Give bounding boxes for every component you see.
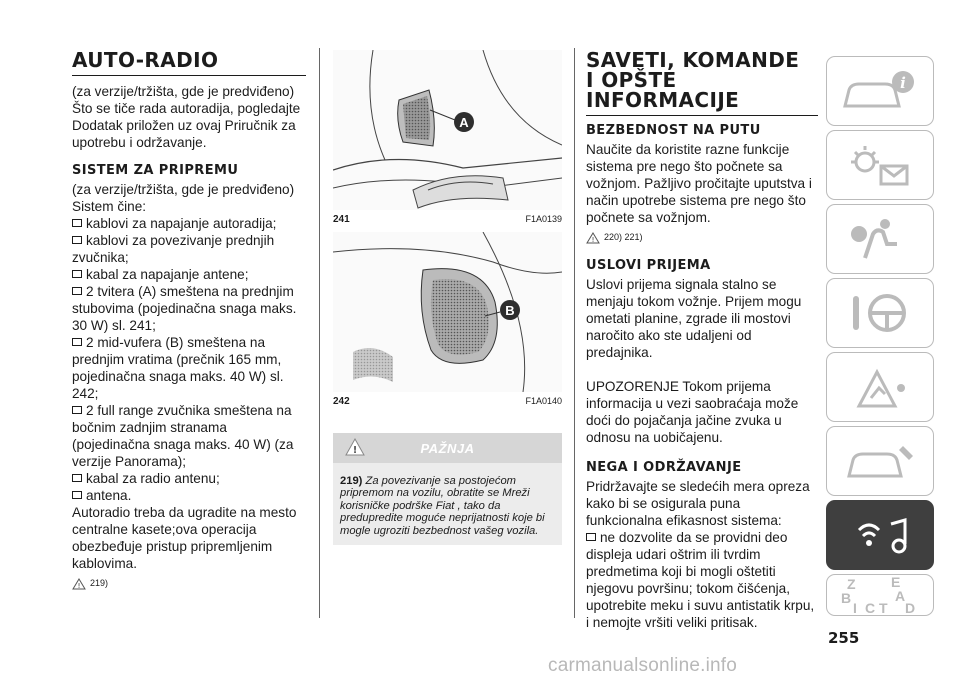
road-warning-icon (835, 362, 925, 412)
list-item: kablovi za napajanje autoradija; (72, 215, 306, 232)
warning-box-header (333, 433, 562, 463)
list-item: ne dozvolite da se providni deo displeja udari oštrim ili tvrdim predmetima koji bi mogli oštetiti njegovu površinu; tokom čišćenja, upotrebite meku i suvu antistatik krpu, i nemojte vršiti veliki pritisak. (586, 530, 815, 630)
list-item: antena. (72, 487, 306, 504)
airbag-seat-icon (835, 214, 925, 264)
bullet-icon (586, 533, 596, 541)
svg-text:A: A (459, 115, 469, 130)
bullet-icon (72, 406, 82, 414)
car-tools-icon (835, 436, 925, 486)
figure-number: 242 (333, 396, 350, 407)
warning-lights-icon (835, 140, 925, 190)
list-item: kablovi za povezivanje prednjih zvučnika; (72, 233, 275, 265)
warning-triangle-icon (345, 438, 365, 456)
svg-text:!: ! (591, 235, 595, 244)
intro-paragraph: (za verzije/tržišta, gde je predviđeno) Što se tiče rada autoradija, pogledajte Dodatak priložen uz ovaj Priručnik za upotrebu i održavanje. (72, 84, 301, 150)
warning-triangle-icon (72, 578, 86, 590)
svg-text:D: D (905, 600, 916, 615)
section-intro: (za verzije/tržišta, gde je predviđeno) (72, 182, 295, 197)
section-title-saveti: SAVETI, KOMANDE I OPŠTE INFORMACIJE (586, 50, 818, 116)
svg-text:!: ! (77, 581, 81, 590)
tab-airbag-seat[interactable] (826, 204, 934, 274)
footer-watermark: carmanualsonline.info (548, 655, 738, 676)
page-number: 255 (828, 629, 860, 647)
list-item: 2 mid-vufera (B) smeštena na prednjim vratima (prečnik 165 mm, pojedinačna snaga maks. 40 W) sl. 242; (72, 335, 284, 401)
multimedia-icon (835, 510, 925, 560)
bullet-icon (72, 236, 82, 244)
warning-triangle-icon (586, 232, 600, 244)
figure-241-caption (333, 214, 562, 225)
warning-reference[interactable]: ! 219) (72, 575, 306, 592)
warning-title: PAŽNJA (420, 440, 475, 456)
list-item: kabal za napajanje antene; (72, 266, 306, 283)
note-paragraph: UPOZORENJE Tokom prijema informacija u vezi saobraćaja može doći do pojačanja jačine zvuka u odnosu na uobičajenu. (586, 379, 799, 445)
figure-number: 241 (333, 214, 350, 225)
svg-text:A: A (895, 588, 906, 604)
figure-242-caption (333, 396, 562, 407)
bullet-icon (72, 270, 82, 278)
paragraph: Naučite da koristite razne funkcije sistema pre nego što počnete sa vožnjom. Pažljivo pročitajte uputstva i način upotrebe sistema pre nego što počnete sa vožnjom. (586, 142, 812, 225)
warning-text: Za povezivanje sa postojećom pripremom na vozilu, obratite se Mreži korisničke podrške Fiat , tako da predupredite moguće neprijatnosti koje bi mogle ugroziti bezbednost vašeg vozila. (340, 475, 545, 537)
paragraph: Pridržavajte se sledećih mera opreza kako bi se osigurala puna funkcionalna efikasnost sistema: (586, 479, 810, 528)
index-icon (835, 575, 925, 615)
warning-box-body (333, 463, 562, 545)
figure-code: F1A0139 (525, 214, 562, 224)
tab-steering-wheel[interactable] (826, 278, 934, 348)
svg-text:T: T (879, 600, 888, 615)
list-item: kabal za radio antenu; (72, 470, 306, 487)
tab-car-tools[interactable] (826, 426, 934, 496)
svg-text:B: B (505, 303, 515, 318)
list-lead: Sistem čine: (72, 199, 147, 214)
bullet-icon (72, 287, 82, 295)
tab-multimedia[interactable] (826, 500, 934, 570)
steering-wheel-icon (835, 288, 925, 338)
subsection-title-bezbednost: BEZBEDNOST NA PUTU (586, 123, 761, 138)
bullet-icon (72, 474, 82, 482)
svg-text:Z: Z (847, 576, 856, 592)
svg-text:!: ! (352, 445, 358, 456)
closing-paragraph: Autoradio treba da ugradite na mesto centralne kasete;ova operacija obezbeđuje pristup pripremljenim kablovima. (72, 505, 297, 571)
column-divider (574, 48, 575, 618)
section-title-auto-radio: AUTO-RADIO (72, 50, 306, 76)
figure-code: F1A0140 (525, 396, 562, 406)
bullet-icon (72, 219, 82, 227)
paragraph: Uslovi prijema signala stalno se menjaju tokom vožnje. Prijem mogu ometati planine, zgrade ili mostovi naročito ako ste udaljeni od predajnika. (586, 277, 802, 360)
tab-warning-lights[interactable] (826, 130, 934, 200)
svg-text:i: i (900, 74, 906, 92)
svg-text:C: C (865, 600, 876, 615)
bullet-icon (72, 338, 82, 346)
column-divider (319, 48, 320, 618)
svg-text:E: E (891, 575, 901, 590)
car-info-icon (835, 66, 925, 116)
tab-car-info[interactable] (826, 56, 934, 126)
svg-text:B: B (841, 590, 852, 606)
list-item: 2 tvitera (A) smeštena na prednjim stubovima (pojedinačna snaga maks. 30 W) sl. 241; (72, 284, 297, 333)
tab-index[interactable] (826, 574, 934, 616)
subsection-title-uslovi: USLOVI PRIJEMA (586, 258, 711, 273)
figure-242-midwoofer-illustration (333, 232, 562, 392)
tab-road-warning[interactable] (826, 352, 934, 422)
column-auto-radio (72, 50, 306, 592)
list-item: 2 full range zvučnika smeštena na bočnim zadnjim stranama (pojedinačna snaga maks. 40 W) (za verzije Panorama); (72, 403, 294, 469)
svg-text:I: I (853, 600, 857, 615)
figure-241-tweeter-illustration (333, 50, 562, 210)
subsection-title-sistem: SISTEM ZA PRIPREMU (72, 163, 239, 178)
subsection-title-nega: NEGA I ODRŽAVANJE (586, 460, 742, 475)
warning-number: 219) (340, 475, 363, 487)
warning-reference[interactable]: ! 220) 221) (586, 229, 818, 246)
column-saveti (586, 50, 818, 631)
bullet-icon (72, 491, 82, 499)
